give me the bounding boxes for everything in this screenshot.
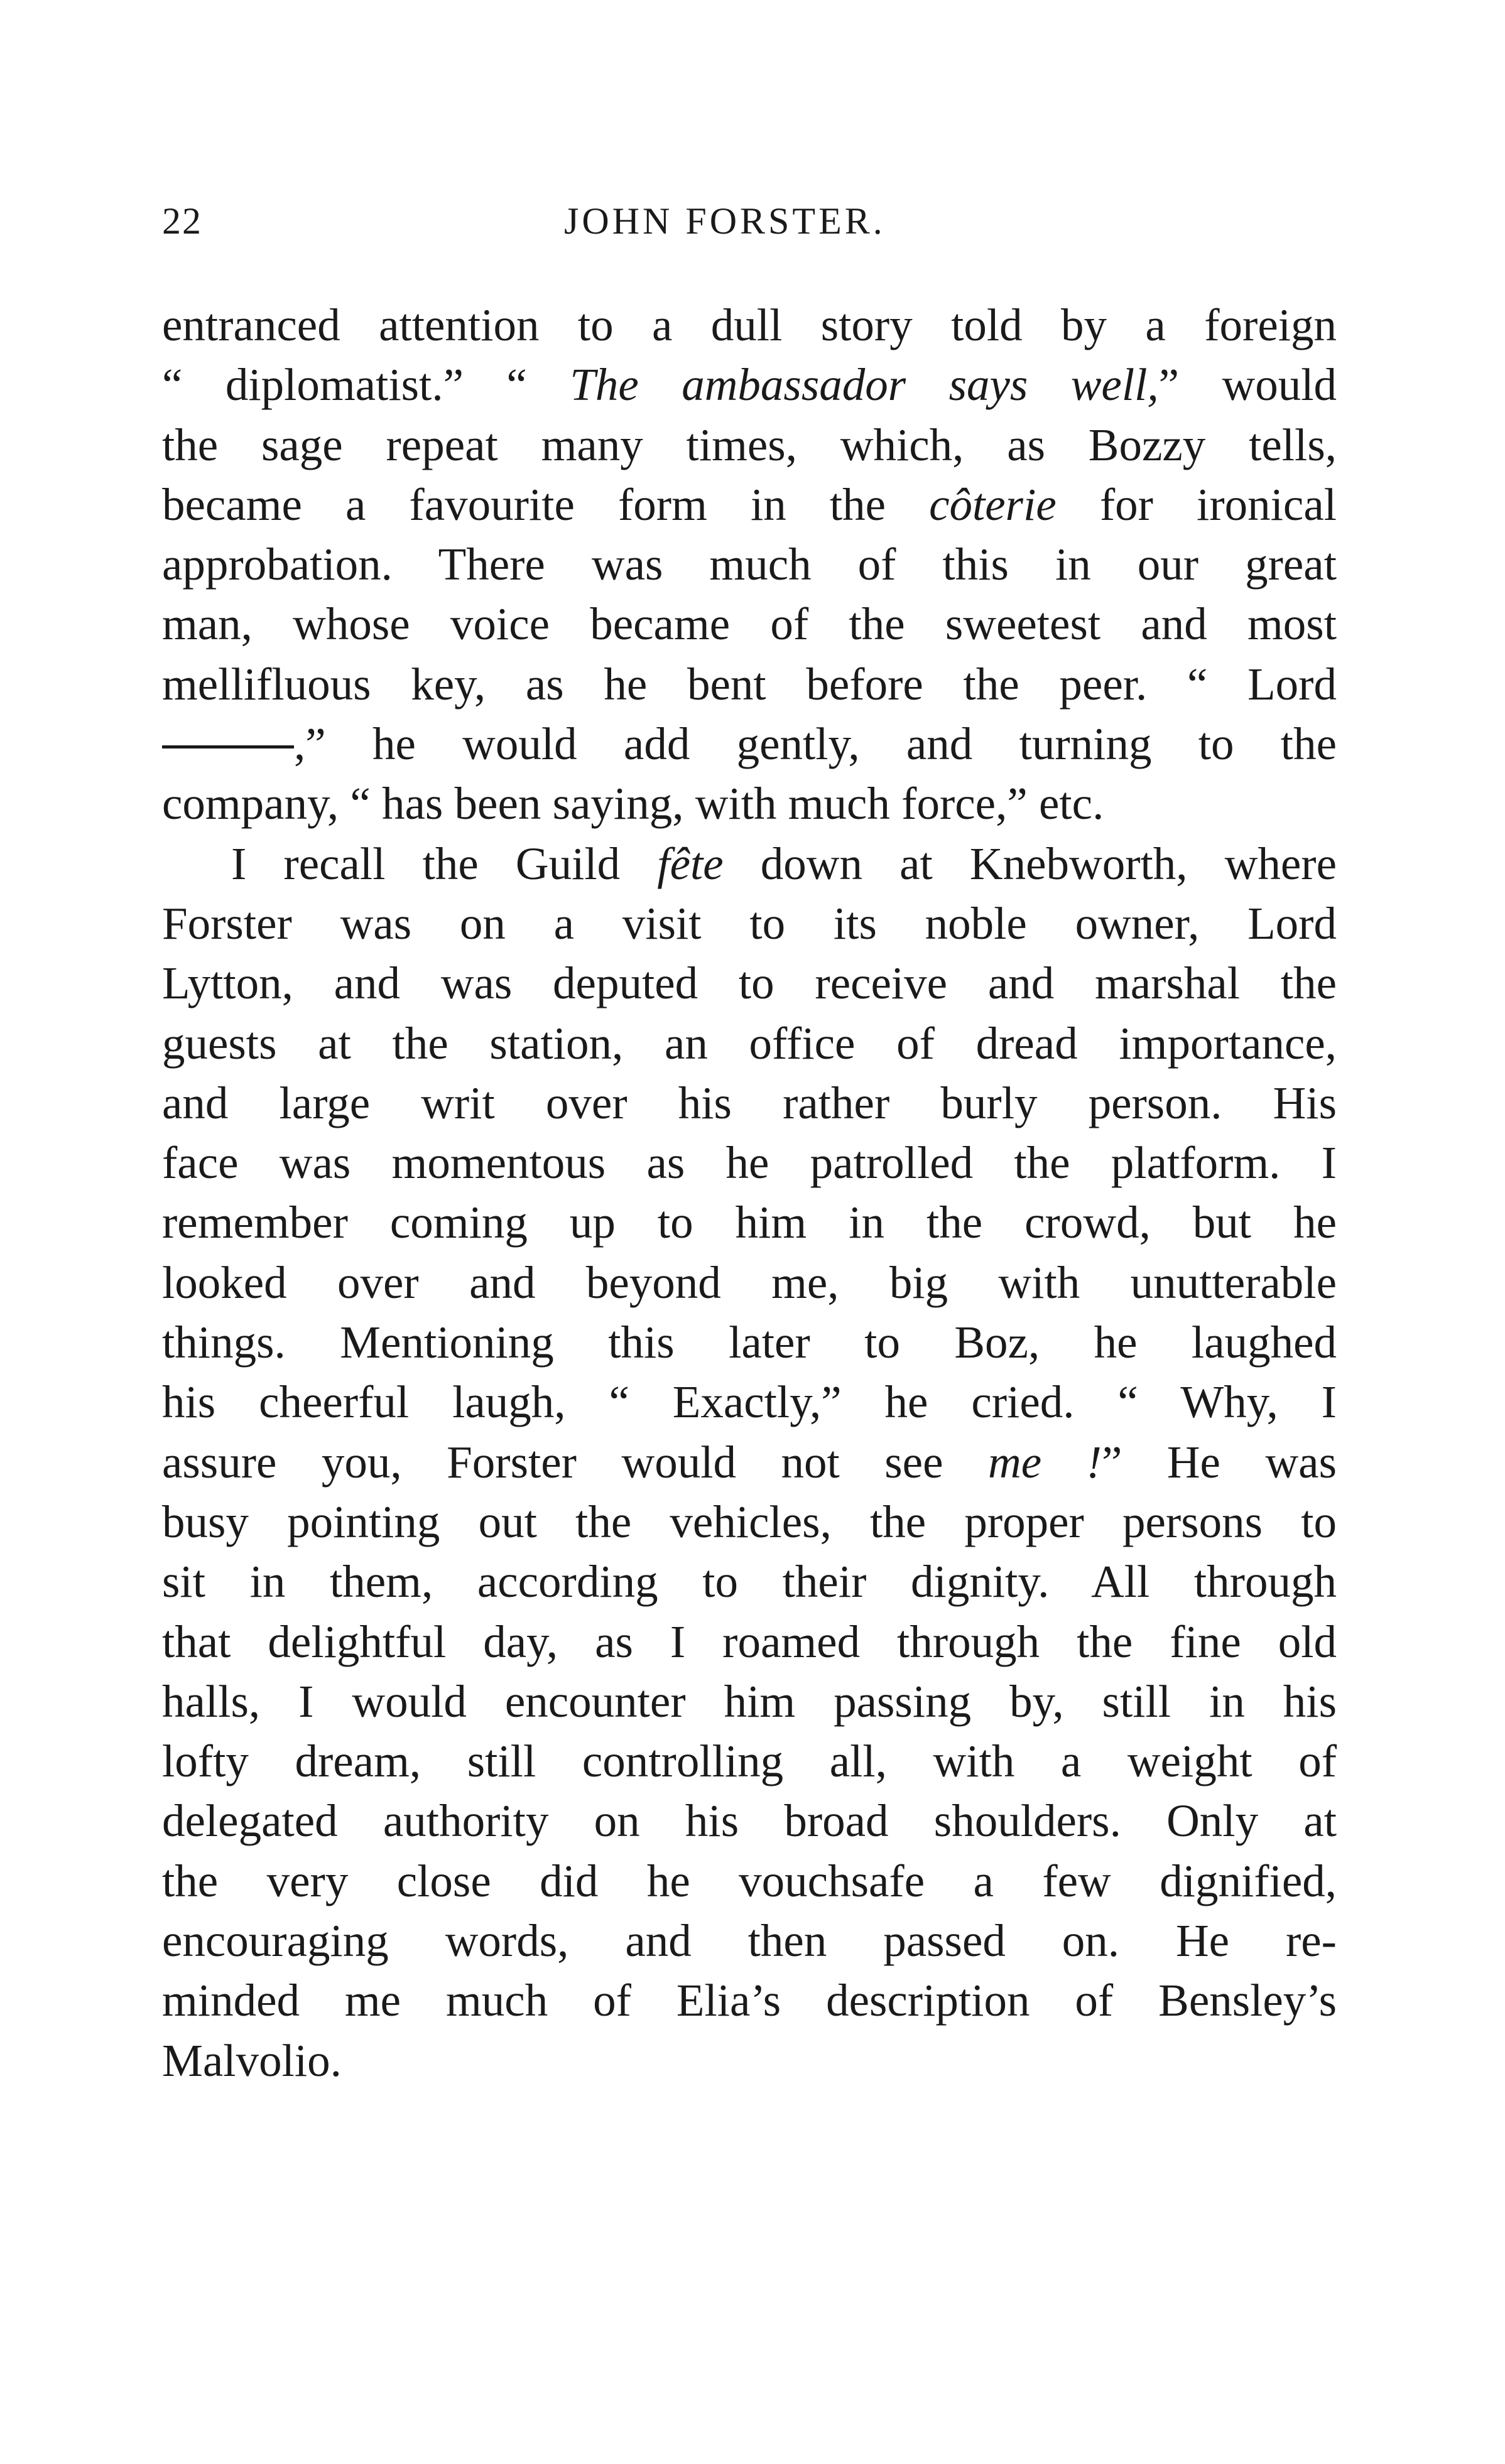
- text-line: face was momentous as he patrolled the platform. I: [162, 1137, 1337, 1189]
- text-line: [162, 355, 1337, 414]
- text-line: looked over and beyond me, big with unutterable: [162, 1256, 1337, 1308]
- text-line: man, whose voice became of the sweetest and most: [162, 598, 1337, 650]
- text-line: and large writ over his rather burly person. His: [162, 1077, 1337, 1128]
- text-line: Lytton, and was deputed to receive and marshal the: [162, 958, 1337, 1009]
- text-line: entranced attention to a dull story told by a foreign: [162, 300, 1337, 350]
- page-number: 22: [162, 200, 202, 242]
- text-line: halls, I would encounter him passing by, still in his: [162, 1675, 1337, 1727]
- text-line: [162, 1432, 1337, 1492]
- text-line: delegated authority on his broad shoulders. Only at: [162, 1795, 1337, 1847]
- text-line: that delightful day, as I roamed through the fine old: [162, 1616, 1337, 1667]
- text-segment: assure you, Forster would not see: [162, 1436, 988, 1488]
- text-segment: I recall the Guild: [231, 838, 658, 889]
- text-segment: became a favourite form in the: [162, 478, 930, 530]
- text-line: Malvolio.: [162, 2034, 342, 2086]
- text-line: things. Mentioning this later to Boz, he laughed: [162, 1317, 1337, 1368]
- em-dash-rule: [162, 745, 294, 748]
- text-line: sit in them, according to their dignity. All through: [162, 1556, 1337, 1608]
- italic-text: me !: [988, 1436, 1102, 1488]
- text-segment: ” would: [1158, 359, 1337, 411]
- text-line: [162, 475, 1337, 534]
- text-segment: “ diplomatist.” “: [162, 359, 570, 411]
- page-header: [162, 200, 1337, 250]
- text-line: lofty dream, still controlling all, with a weight of: [162, 1736, 1337, 1787]
- text-line: remember coming up to him in the crowd, but he: [162, 1197, 1337, 1248]
- body-text: [162, 295, 1337, 2090]
- running-head: JOHN FORSTER.: [564, 200, 886, 242]
- italic-text: côterie: [929, 478, 1057, 530]
- text-line: [162, 834, 1337, 894]
- text-line: his cheerful laugh, “ Exactly,” he cried. “ Why, I: [162, 1376, 1337, 1428]
- text-segment: ,” he would add gently, and turning to the: [294, 718, 1337, 770]
- text-line: mellifluous key, as he bent before the peer. “ Lord: [162, 658, 1337, 710]
- text-line: the very close did he vouchsafe a few dignified,: [162, 1855, 1337, 1906]
- text-line: company, “ has been saying, with much force,” etc.: [162, 778, 1104, 829]
- text-line: minded me much of Elia’s description of Bensley’s: [162, 1975, 1337, 2026]
- text-line: Forster was on a visit to its noble owner, Lord: [162, 897, 1337, 949]
- text-line: approbation. There was much of this in our great: [162, 539, 1337, 590]
- text-line: the sage repeat many times, which, as Bozzy tells,: [162, 419, 1337, 470]
- text-line: [162, 714, 1337, 774]
- italic-text: The ambassador says well,: [570, 359, 1159, 411]
- text-line: guests at the station, an office of dread importance,: [162, 1017, 1337, 1069]
- text-line: busy pointing out the vehicles, the proper persons to: [162, 1496, 1337, 1547]
- text-segment: down at Knebworth, where: [723, 838, 1337, 889]
- text-line: encouraging words, and then passed on. He re-: [162, 1915, 1337, 1967]
- italic-text: fête: [657, 838, 724, 889]
- text-segment: ” He was: [1101, 1436, 1337, 1488]
- text-segment: for ironical: [1056, 478, 1337, 530]
